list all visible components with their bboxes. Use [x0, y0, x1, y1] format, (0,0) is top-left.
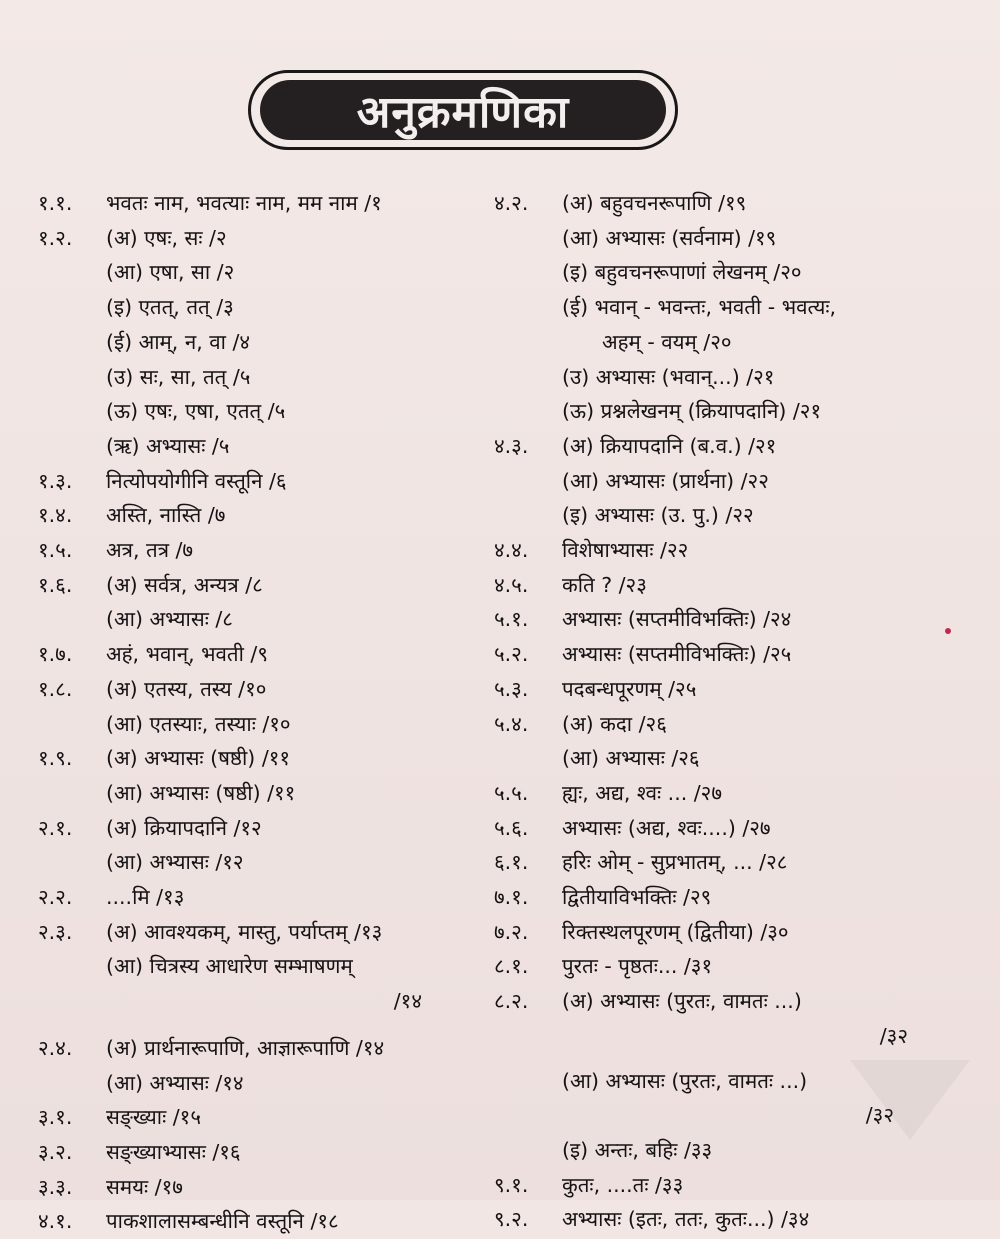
- toc-entry: [494, 255, 964, 290]
- toc-entry-text: /३२: [879, 1023, 908, 1048]
- toc-entry-text: (इ) अभ्यासः (उ. पु.) /२२: [562, 503, 754, 528]
- toc-entry-text: (अ) क्रियापदानि (ब.व.) /२१: [562, 433, 777, 458]
- toc-entry-number: २.४.: [38, 1035, 73, 1060]
- toc-entry-text: (आ) अभ्यासः (प्रार्थना) /२२: [562, 468, 769, 493]
- toc-entry: [38, 255, 478, 290]
- toc-entry-text: (ई) भवान् - भवन्तः, भवती - भवत्यः,: [562, 295, 837, 320]
- toc-entry-number: १.४.: [38, 503, 73, 528]
- toc-entry-text: (आ) अभ्यासः /१२: [106, 850, 244, 875]
- toc-entry: [38, 533, 478, 568]
- toc-entry-text: अहम् - वयम् /२०: [602, 329, 732, 354]
- toc-entry: [38, 776, 478, 811]
- toc-entry: [494, 429, 964, 464]
- toc-entry-number: ४.१.: [38, 1209, 73, 1234]
- toc-entry-text: भवतः नाम, भवत्याः नाम, मम नाम /१: [106, 191, 382, 215]
- toc-entry-text: (अ) एतस्य, तस्य /१०: [106, 676, 267, 701]
- toc-entry-text: (आ) अभ्यासः /२६: [562, 746, 700, 771]
- toc-entry-number: १.१.: [38, 191, 73, 215]
- toc-entry-number: १.६.: [38, 572, 73, 597]
- title-banner-fill: [260, 80, 666, 140]
- toc-entry: [38, 602, 478, 637]
- toc-entry-text: (आ) अभ्यासः /८: [106, 607, 233, 632]
- toc-entry-text: नित्योपयोगीनि वस्तूनि /६: [106, 468, 287, 493]
- toc-entry: [494, 811, 964, 846]
- toc-entry: [494, 325, 964, 360]
- toc-entry: [38, 637, 478, 672]
- toc-entry: [38, 429, 478, 464]
- toc-entry: [494, 880, 964, 915]
- toc-entry: [494, 602, 964, 637]
- toc-entry: [38, 360, 478, 395]
- toc-entry-text: अभ्यासः (अद्य, श्वः....) /२७: [562, 815, 771, 840]
- toc-entry-text: (ऊ) एषः, एषा, एतत् /५: [106, 399, 286, 424]
- toc-entry: [494, 290, 964, 325]
- toc-entry-text: अभ्यासः (सप्तमीविभक्तिः) /२४: [562, 607, 792, 632]
- toc-entry: [494, 1019, 964, 1054]
- toc-entry-text: ....मि /१३: [106, 885, 185, 910]
- toc-entry: [494, 394, 964, 429]
- toc-entry: [38, 880, 478, 915]
- toc-entry: [38, 707, 478, 742]
- toc-entry-number: १.५.: [38, 538, 73, 563]
- toc-entry: [38, 568, 478, 603]
- toc-entry-text: (उ) अभ्यासः (भवान्...) /२१: [562, 364, 775, 389]
- toc-entry-number: ४.४.: [494, 538, 529, 563]
- toc-entry-number: २.१.: [38, 815, 73, 840]
- title-banner: [248, 70, 678, 150]
- toc-entry-number: ६.१.: [494, 850, 529, 875]
- toc-entry: [38, 915, 478, 950]
- toc-entry-number: ४.५.: [494, 572, 529, 597]
- toc-entry: [38, 1100, 478, 1135]
- toc-entry-number: ७.२.: [494, 919, 529, 944]
- toc-entry-text: अत्र, तत्र /७: [106, 538, 194, 563]
- toc-entry: [494, 186, 964, 221]
- toc-entry-text: पदबन्धपूरणम् /२५: [562, 676, 697, 701]
- toc-entry: [38, 1135, 478, 1170]
- toc-entry: [38, 741, 478, 776]
- toc-entry-number: १.२.: [38, 225, 73, 250]
- toc-entry: [38, 221, 478, 256]
- toc-entry-number: ३.३.: [38, 1174, 73, 1199]
- toc-entry: [494, 707, 964, 742]
- toc-entry-text: (आ) एतस्याः, तस्याः /१०: [106, 711, 291, 736]
- toc-entry: [494, 984, 964, 1019]
- toc-entry-text: (इ) अन्तः, बहिः /३३: [562, 1137, 713, 1162]
- toc-entry: [494, 776, 964, 811]
- toc-entry-number: ५.२.: [494, 642, 529, 667]
- toc-entry-text: (आ) चित्रस्य आधारेण सम्भाषणम्: [106, 954, 353, 979]
- toc-entry-number: २.२.: [38, 885, 73, 910]
- toc-entry-text: (अ) सर्वत्र, अन्यत्र /८: [106, 572, 263, 597]
- toc-entry-text: हरिः ओम् - सुप्रभातम्, ... /२८: [562, 850, 788, 875]
- toc-entry-text: (आ) अभ्यासः (षष्ठी) /११: [106, 780, 296, 805]
- toc-entry-number: २.३.: [38, 919, 73, 944]
- toc-entry: [494, 464, 964, 499]
- toc-entry-text: पाकशालासम्बन्धीनि वस्तूनि /१८: [106, 1209, 339, 1234]
- toc-entry: [38, 464, 478, 499]
- toc-entry-number: ५.१.: [494, 607, 529, 632]
- toc-entry: [38, 811, 478, 846]
- toc-entry-text: अभ्यासः (सप्तमीविभक्तिः) /२५: [562, 642, 792, 667]
- toc-entry: [494, 1202, 964, 1237]
- toc-entry-text: (आ) एषा, सा /२: [106, 260, 235, 285]
- toc-entry: [494, 672, 964, 707]
- toc-entry: [38, 1031, 478, 1066]
- toc-entry-text: विशेषाभ्यासः /२२: [562, 538, 689, 563]
- toc-entry-text: कति ? /२३: [562, 572, 647, 597]
- toc-entry-text: समयः /१७: [106, 1174, 183, 1199]
- toc-entry-text: (आ) अभ्यासः (सर्वनाम) /१९: [562, 225, 777, 250]
- toc-entry-number: ८.१.: [494, 954, 529, 979]
- toc-entry-number: १.३.: [38, 468, 73, 493]
- toc-entry: [38, 394, 478, 429]
- toc-entry: [494, 915, 964, 950]
- toc-entry: [38, 325, 478, 360]
- toc-entry: [494, 498, 964, 533]
- toc-entry: [494, 637, 964, 672]
- page-title: अनुक्रमणिका: [356, 87, 570, 138]
- toc-entry: [38, 1170, 478, 1205]
- toc-entry: [38, 845, 478, 880]
- toc-entry: [494, 741, 964, 776]
- toc-entry-text: (अ) अभ्यासः (षष्ठी) /११: [106, 746, 291, 771]
- toc-entry-text: (इ) बहुवचनरूपाणां लेखनम् /२०: [562, 260, 802, 285]
- ink-spot: [945, 628, 951, 634]
- toc-entry-text: (अ) एषः, सः /२: [106, 225, 227, 250]
- toc-entry-text: (ऋ) अभ्यासः /५: [106, 433, 230, 458]
- toc-entry: [38, 498, 478, 533]
- toc-entry-text: (आ) अभ्यासः (पुरतः, वामतः ...): [562, 1068, 808, 1093]
- toc-entry-text: (अ) आवश्यकम्, मास्तु, पर्याप्तम् /१३: [106, 919, 383, 944]
- toc-entry-number: ४.३.: [494, 433, 529, 458]
- toc-entry-text: पुरतः - पृष्ठतः... /३१: [562, 954, 713, 979]
- toc-entry-number: ८.२.: [494, 989, 529, 1014]
- toc-entry-number: ९.१.: [494, 1172, 529, 1197]
- toc-left-column: [38, 186, 478, 1239]
- corner-shading: [850, 1060, 970, 1140]
- toc-entry-text: /३२: [865, 1103, 894, 1128]
- toc-entry-number: ९.२.: [494, 1207, 529, 1232]
- toc-entry-text: (अ) बहुवचनरूपाणि /१९: [562, 191, 747, 215]
- toc-entry-text: (ऊ) प्रश्नलेखनम् (क्रियापदानि) /२१: [562, 399, 822, 424]
- toc-entry: [494, 568, 964, 603]
- toc-entry: [38, 186, 478, 221]
- toc-entry: [494, 845, 964, 880]
- toc-entry-text: (अ) क्रियापदानि /१२: [106, 815, 262, 840]
- toc-entry: [494, 360, 964, 395]
- toc-entry: [38, 672, 478, 707]
- toc-entry: [494, 221, 964, 256]
- toc-entry-text: अस्ति, नास्ति /७: [106, 503, 226, 528]
- toc-entry-number: ३.२.: [38, 1139, 73, 1164]
- toc-entry-number: ५.४.: [494, 711, 529, 736]
- toc-entry: [494, 949, 964, 984]
- toc-entry-text: रिक्तस्थलपूरणम् (द्वितीया) /३०: [562, 919, 789, 944]
- toc-entry-text: कुतः, ....तः /३३: [562, 1172, 684, 1197]
- toc-entry-number: ५.६.: [494, 815, 529, 840]
- toc-entry-text: (इ) एतत्, तत् /३: [106, 295, 234, 320]
- toc-entry: [494, 533, 964, 568]
- toc-entry-text: (उ) सः, सा, तत् /५: [106, 364, 251, 389]
- toc-entry: [38, 1204, 478, 1239]
- toc-entry-text: अभ्यासः (इतः, ततः, कुतः...) /३४: [562, 1207, 810, 1232]
- toc-entry-number: ७.१.: [494, 885, 529, 910]
- toc-entry-number: १.७.: [38, 642, 73, 667]
- toc-entry-number: ३.१.: [38, 1105, 73, 1130]
- toc-entry: [38, 1066, 478, 1101]
- toc-entry-text: ह्यः, अद्य, श्वः ... /२७: [562, 780, 722, 805]
- toc-entry-number: ५.५.: [494, 780, 529, 805]
- toc-entry: [38, 290, 478, 325]
- toc-entry-text: (अ) अभ्यासः (पुरतः, वामतः ...): [562, 989, 802, 1014]
- toc-entry: [38, 949, 478, 984]
- toc-entry-text: /१४: [393, 989, 422, 1014]
- toc-entry-text: द्वितीयाविभक्तिः /२९: [562, 885, 712, 910]
- toc-entry-number: १.८.: [38, 676, 73, 701]
- toc-entry-number: ५.३.: [494, 676, 529, 701]
- toc-entry-text: अहं, भवान्, भवती /९: [106, 642, 268, 667]
- toc-entry-text: (आ) अभ्यासः /१४: [106, 1070, 244, 1095]
- toc-entry-text: सङ्ख्याः /१५: [106, 1105, 201, 1130]
- toc-entry-text: (अ) प्रार्थनारूपाणि, आज्ञारूपाणि /१४: [106, 1035, 385, 1060]
- toc-entry: [494, 1168, 964, 1203]
- toc-entry: [38, 984, 478, 1019]
- toc-entry-number: ४.२.: [494, 191, 529, 215]
- toc-entry-number: १.९.: [38, 746, 73, 771]
- toc-entry-text: (ई) आम्, न, वा /४: [106, 329, 251, 354]
- toc-entry-text: (अ) कदा /२६: [562, 711, 667, 736]
- toc-entry-text: सङ्ख्याभ्यासः /१६: [106, 1139, 241, 1164]
